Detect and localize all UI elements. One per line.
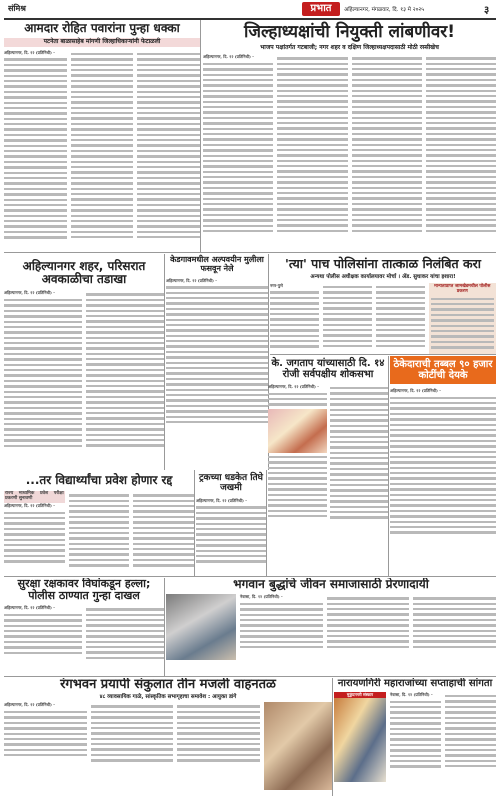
sidebar-title: मान्यताप्राप्त जामखेडमधील पोलीस प्रकरण: [434, 283, 491, 294]
newspaper-logo: प्रभात: [302, 2, 340, 16]
story-parking: [4, 678, 332, 796]
story-dateline: अहिल्यानगर, दि. १२ (प्रतिनिधी) -: [196, 497, 247, 503]
story-dateline: नेवासा, दि. १२ (प्रतिनिधी) -: [390, 692, 433, 697]
headline: आमदार रोहित पवारांना पुन्हा धक्का: [24, 21, 180, 35]
headline: नारायणगिरी महाराजांच्या सप्ताहाची सांगता: [337, 678, 493, 689]
story-dateline: अहिल्यानगर, दि. १२ (प्रतिनिधी) -: [4, 605, 55, 611]
story-dateline: अहिल्यानगर, दि. १२ (प्रतिनिधी) -: [4, 702, 55, 708]
story-security-guard: [4, 578, 164, 676]
headline: जिल्हाध्यक्षांची नियुक्ती लांबणीवर!: [243, 22, 456, 42]
headline: के. जगताप यांच्यासाठी दि. १४ रोजी सर्वपक्षीय शोकसभा: [271, 358, 385, 380]
story-dateline: अहिल्यानगर, दि. १२ (प्रतिनिधी) -: [268, 384, 319, 389]
story-district-president: [203, 20, 496, 252]
story-condolence: [268, 356, 388, 576]
headline: केडगावमधील अल्पवयीन मुलीला फसवून नेले: [170, 255, 264, 273]
story-buddha: [166, 578, 496, 676]
kicker: अन्यथा पोलीस अधीक्षक कार्यालयावर मोर्चा । ॲड. सुधाकर यांचा इशारा!: [310, 273, 456, 280]
story-dateline: अहिल्यानगर, दि. १२ (प्रतिनिधी) -: [4, 503, 55, 509]
section-name: संमिश्र: [8, 4, 26, 13]
story-rohit-pawar: [4, 20, 200, 252]
story-contractor-bills: [390, 356, 496, 576]
portrait-photo: [268, 409, 327, 453]
headline: 'त्या' पाच पोलिसांना तात्काळ निलंबित करा: [285, 256, 481, 271]
story-admission-cancel: [4, 470, 194, 576]
photo: [264, 702, 332, 790]
photo: [334, 698, 386, 782]
headline: अहिल्यानगर शहर, परिसरात अवकाळीचा तडाखा: [22, 259, 146, 287]
kicker: ४८ व्यावसायिक गाळे, सांस्कृतिक सभागृहाचा समावेश : आयुक्त डांगे: [99, 694, 237, 701]
headline: सुरक्षा रक्षकावर विघांकडून हल्ला; पोलीस ठाण्यात गुन्हा दाखल: [17, 578, 151, 603]
story-truck-accident: [196, 470, 266, 576]
story-dateline: नेवासा, दि. १२ (प्रतिनिधी) -: [240, 594, 283, 600]
headline: रंगभवन प्रयापी संकुलात तीन मजली वाहनतळ: [60, 678, 276, 692]
story-dateline: अहिल्यानगर, दि. १२ (प्रतिनिधी) -: [166, 277, 217, 283]
label: मुकुंदनगरी संस्कार: [334, 692, 386, 698]
photo: [166, 594, 236, 660]
story-dateline: अहिल्यानगर, दि. १२ (प्रतिनिधी) -: [4, 290, 55, 296]
story-five-police: [270, 254, 496, 354]
label: नगर-पुणे: [270, 282, 283, 288]
story-dateline: अहिल्यानगर, दि. १२ (प्रतिनिधी) -: [390, 388, 441, 393]
kicker: पटनेता बाळासाहेब मांगणी जिल्हाधिकाऱ्यांनी फेटाळली: [4, 38, 200, 47]
story-dateline: अहिल्यानगर, दि. १२ (प्रतिनिधी) -: [4, 49, 55, 55]
dateline-masthead: अहिल्यानगर, मंगळवार, दि. १३ मे २०२५: [344, 7, 425, 13]
story-unseasonal-rain: [4, 254, 164, 470]
story-kedgaon-girl: [166, 254, 268, 470]
headline: ...तर विद्यार्थ्यांचा प्रवेश होणार रद्द: [25, 473, 173, 487]
story-narayangiri: [334, 678, 496, 796]
headline: ठेकेदाराची तब्बल ९० हजार कोटींची देयके: [390, 356, 496, 384]
headline: ट्रकच्या धडकेत तिघे जखमी: [198, 473, 263, 493]
kicker: भाजप पक्षांतर्गत गटबाजी; नगर शहर व दक्षिण जिल्हाध्यक्षपदासाठी मोठी रस्सीखेच: [260, 43, 439, 51]
headline: भगवान बुद्धांचे जीवन समाजासाठी प्रेरणादायी: [233, 578, 429, 591]
kicker: राज्य माध्यमिक प्रवेश परीक्षा प्रकरणी सुनावणी: [5, 491, 64, 502]
page-number: ३: [484, 5, 490, 16]
story-dateline: अहिल्यानगर, दि. १२ (प्रतिनिधी) -: [203, 54, 254, 60]
